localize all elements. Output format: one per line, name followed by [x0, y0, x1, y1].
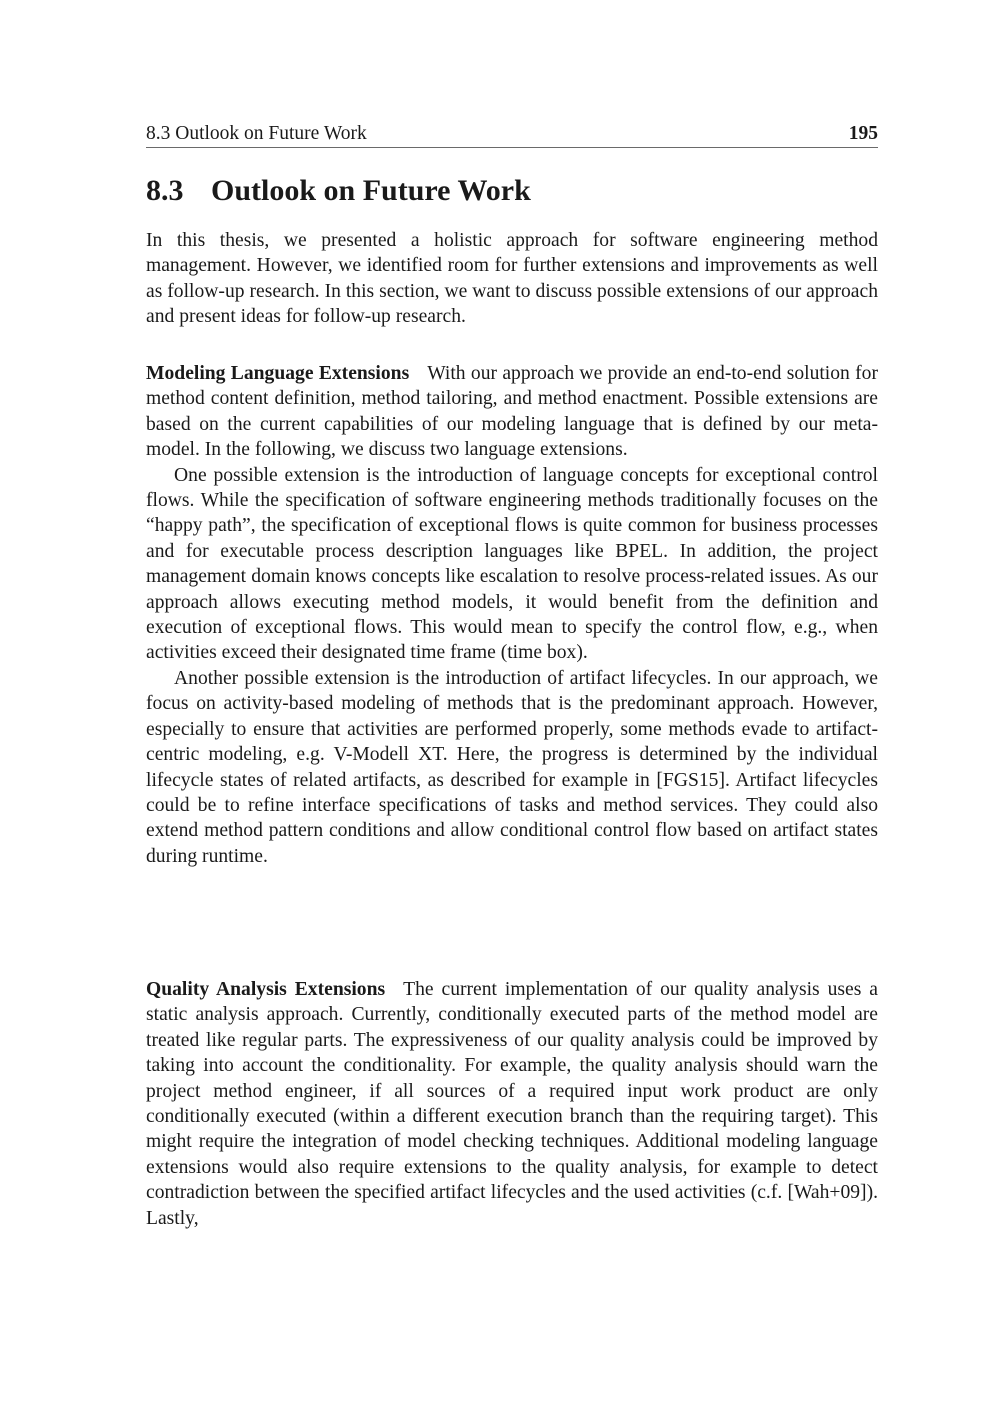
paragraph-text: With our approach we provide an end-to-end solution for method content definition, method tailoring, and method enactment. Possible extensions are based on the current capabilities of our modeling language that is defined by our meta-model. In the following, we discuss two language extensions. [146, 363, 878, 461]
paragraph [146, 977, 878, 1231]
paragraph: One possible extension is the introduction of language concepts for exceptional control flows. While the specification of software engineering methods traditionally focuses on the “happy path”, the specification of exceptional flows is quite common for business processes and for executable process description languages like BPEL. In addition, the project management domain knows concepts like escalation to resolve process-related issues. As our approach allows executing method models, it would benefit from the definition and execution of exceptional flows. This would mean to specify the control flow, e.g., when activities exceed their designated time frame (time box). [146, 464, 878, 664]
section-heading [146, 171, 531, 211]
intro-paragraph-block [146, 228, 878, 330]
intro-paragraph: In this thesis, we presented a holistic approach for software engineering method management. However, we identified room for further extensions and improvements as well as follow-up research. In this section, we want to discuss possible extensions of our approach and present ideas for follow-up research. [146, 230, 878, 328]
modeling-language-extensions-section [146, 361, 878, 869]
page-number: 195 [848, 123, 878, 144]
running-header-title: 8.3 Outlook on Future Work [146, 123, 367, 144]
paragraph-text: The current implementation of our quality analysis uses a static analysis approach. Currently, conditionally executed parts of the method model are treated like regular parts. The expressiveness of our quality analysis could be improved by taking into account the conditionality. For example, the quality analysis should warn the project method engineer, if all sources of a required input work product are only conditionally executed (within a different execution branch than the requiring target). This might require the integration of model checking techniques. Additional modeling language extensions would also require extensions to the quality analysis, for example to detect contradiction between the specified artifact lifecycles and the used activities (c.f. [Wah+09]). Lastly, [146, 979, 878, 1229]
paragraph [146, 361, 878, 463]
quality-analysis-extensions-section [146, 977, 878, 1231]
paragraph: Another possible extension is the introduction of artifact lifecycles. In our approach, we focus on activity-based modeling of methods that is the predominant approach. However, especially to ensure that activities are performed properly, some methods evade to artifact-centric modeling, e.g. V-Modell XT. Here, the progress is determined by the individual lifecycle states of related artifacts, as described for example in [FGS15]. Artifact lifecycles could be to refine interface specifications of tasks and method services. They could also extend method pattern conditions and allow conditional control flow based on artifact states during runtime. [146, 667, 878, 867]
running-header [146, 120, 878, 148]
section-number: 8.3 [146, 174, 184, 207]
section-title: Outlook on Future Work [211, 174, 531, 207]
run-in-heading: Quality Analysis Extensions [146, 979, 386, 1000]
run-in-heading: Modeling Language Extensions [146, 363, 410, 384]
